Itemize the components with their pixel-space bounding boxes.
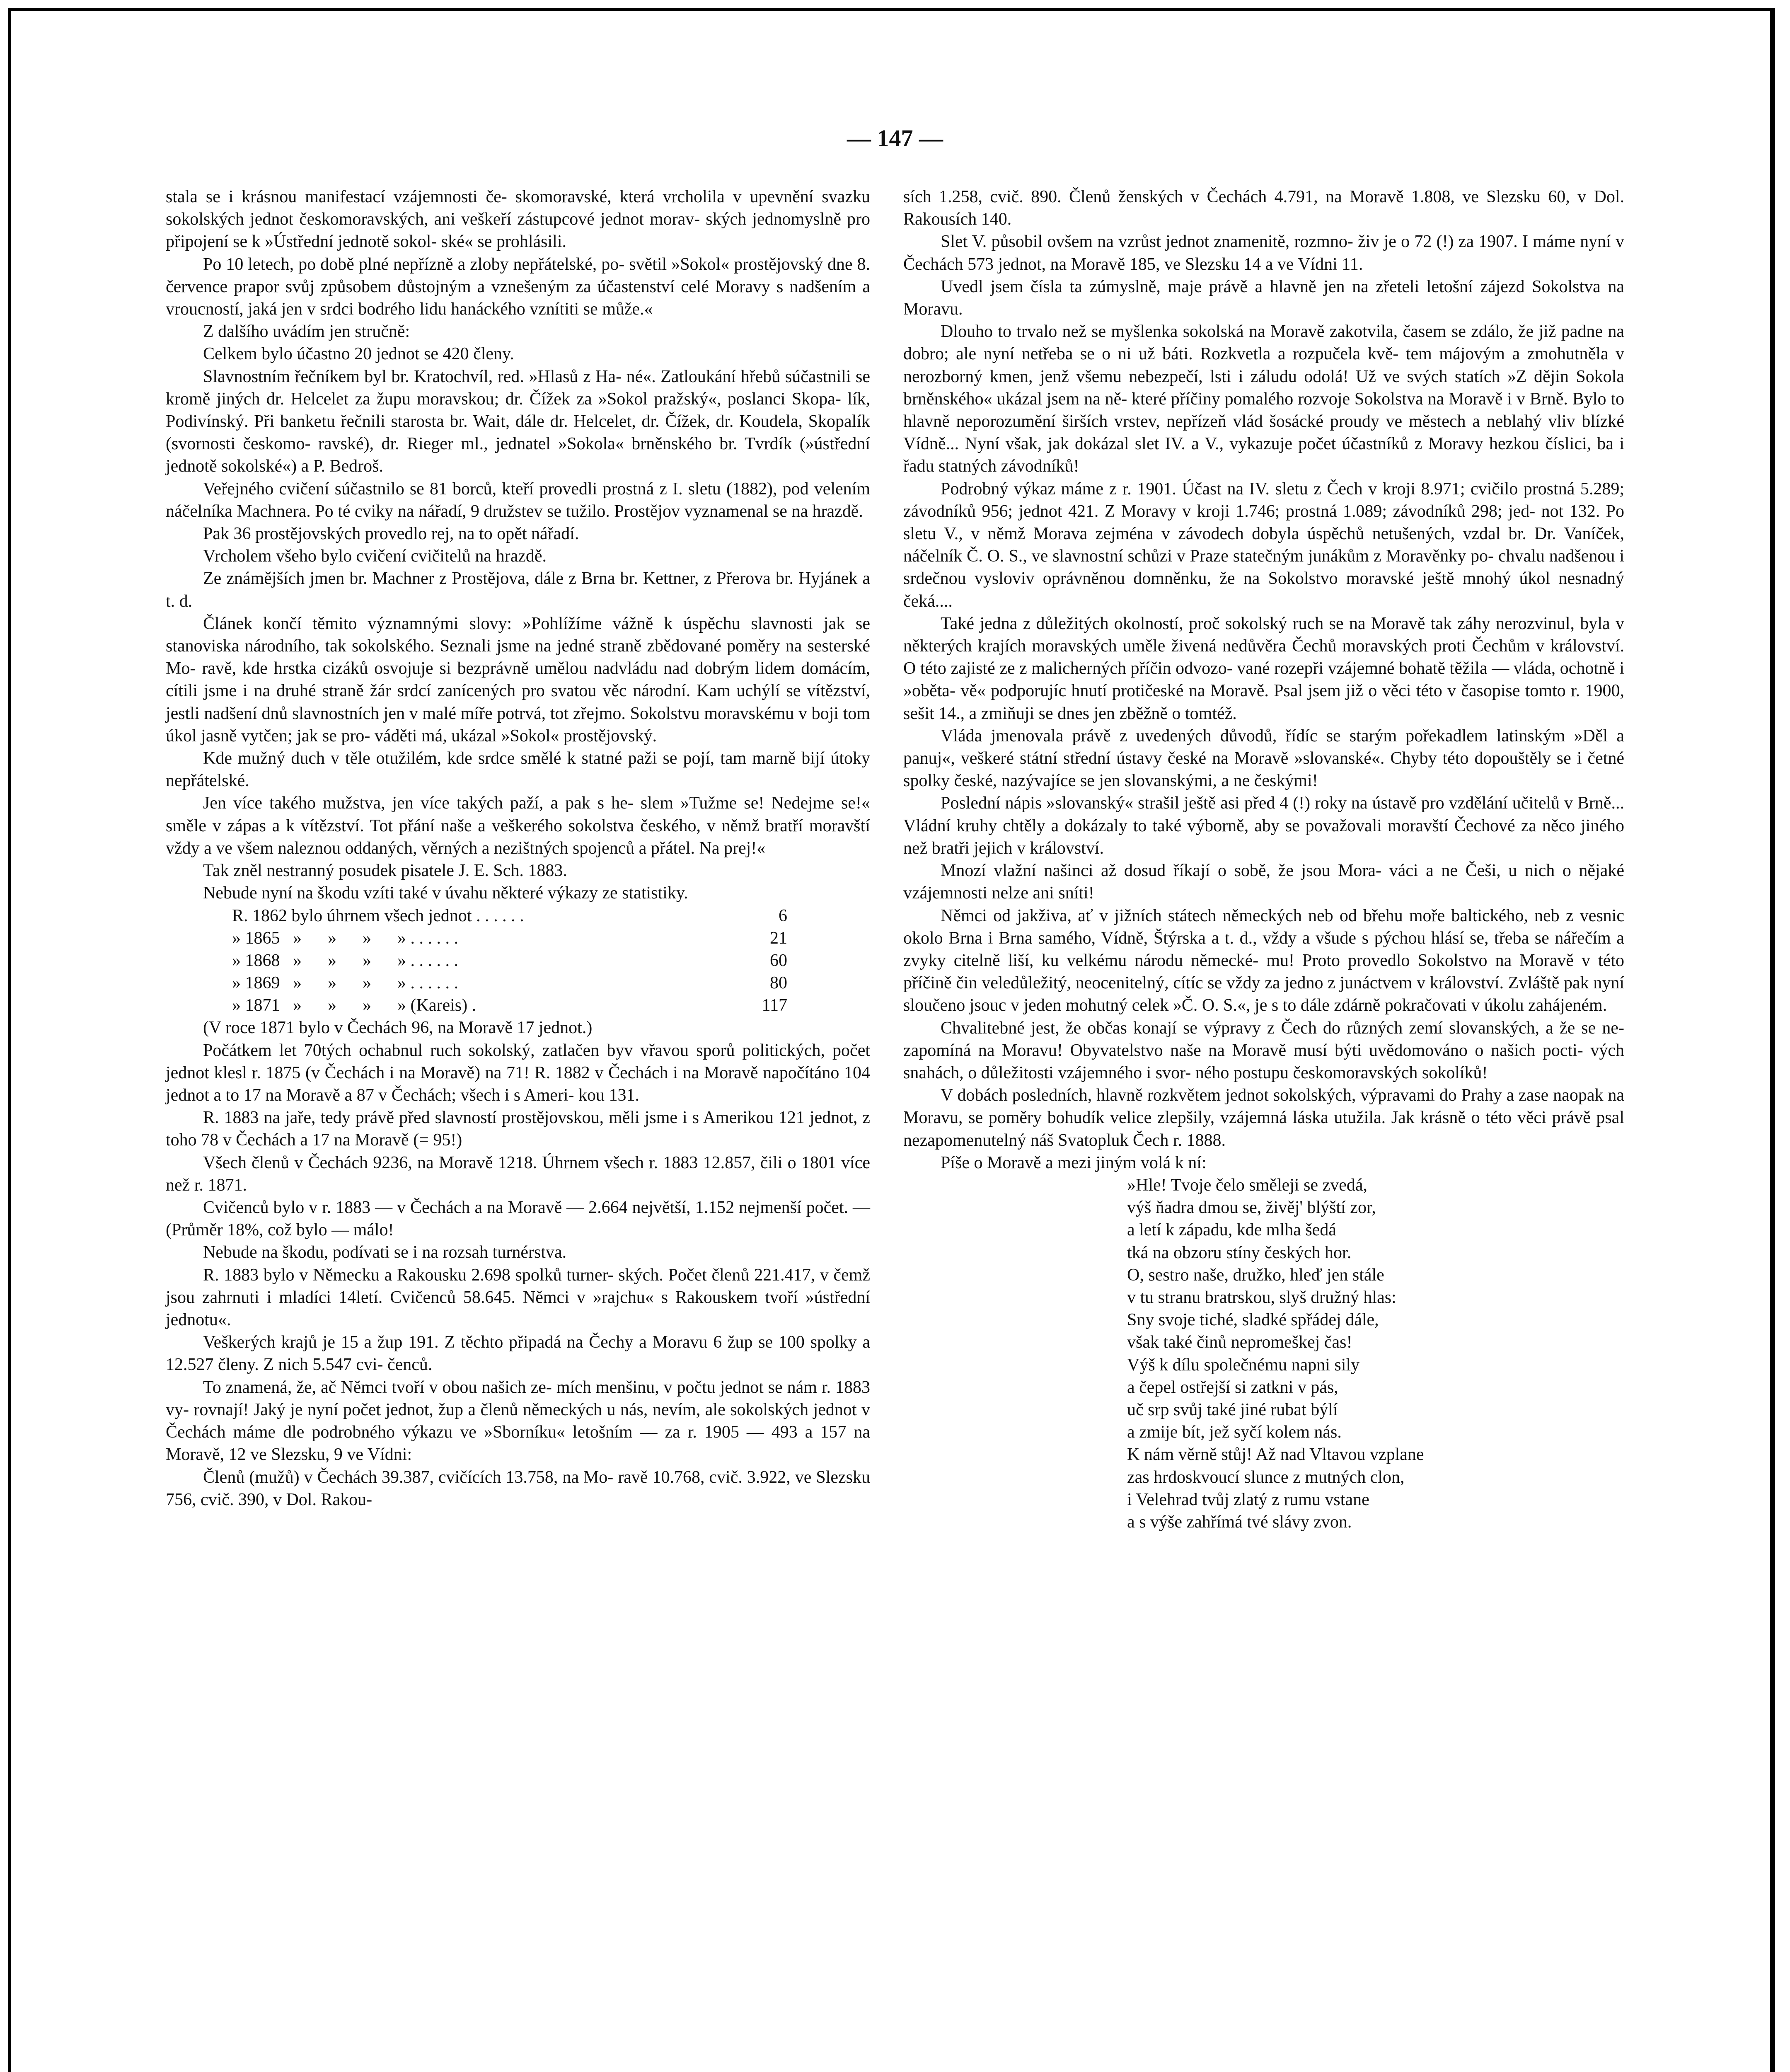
poem (1127, 1174, 1624, 1533)
poem-line: i Velehrad tvůj zlatý z rumu vstane (1127, 1490, 1369, 1509)
paragraph: Článek končí těmito významnými slovy: »Pohlížíme vážně k úspěchu slavnosti jak se stanoviska národního, tak sokolského. Seznali jsme na jedné straně zbědované poměry na sesterské Mo- ravě, kde hrstka cizáků osvojuje si bezprávně umělou nadvládu nad dobrým lidem domácím, cítili jsme i na druhé straně žár srdcí zanícených pro svatou věc národní. Kam uchýlí se vítězství, jestli nadšení dnů slavnostních jen v malé míře potrvá, tot zřejmo. Sokolstvu moravskému v boji tom úkol jasně vytčen; jak se pro- váděti má, ukázal »Sokol« prostějovský. (166, 614, 870, 746)
poem-line: Sny svoje tiché, sladké spřádej dále, (1127, 1310, 1379, 1330)
statistic-value: 60 (770, 951, 787, 970)
paragraph: Němci od jakživa, ať v jižních státech německých neb od břehu moře baltického, neb z vesnic okolo Brna i Brna samého, Vídně, Štýrska a t. d., vždy a všude s pýchou hlásí se, třeba se nářečím a zvyky citelně liší, ku velkému národu německé- mu! Proto provedlo Sokolstvo na Moravě v této příčině čin veledůležitý, neocenitelný, cítíc se vždy za jedno z junáctvem v království. Zvláště pak nyní sloučeno jsouc v jeden mohutný celek »Č. O. S.«, je s to dále zdárně pokračovati v úkolu zahájeném. (903, 906, 1624, 1015)
statistic-label: » 1868 » » » » . . . . . . (232, 951, 458, 970)
statistic-label: » 1865 » » » » . . . . . . (232, 928, 458, 948)
statistic-row (166, 994, 870, 1017)
statistic-value: 6 (779, 906, 787, 925)
left-column-text-2 (166, 1017, 870, 1510)
paragraph: sích 1.258, cvič. 890. Členů ženských v Čechách 4.791, na Moravě 1.808, ve Slezsku 60, v Dol. Rakousích 140. (903, 187, 1624, 229)
paragraph: Všech členů v Čechách 9236, na Moravě 1218. Úhrnem všech r. 1883 12.857, čili o 1801 více než r. 1871. (166, 1153, 870, 1195)
statistic-row (166, 949, 870, 972)
statistic-value: 117 (762, 996, 787, 1015)
paragraph: Veřejného cvičení súčastnilo se 81 borců, kteří provedli prostná z I. sletu (1882), pod velením náčelníka Machnera. Po té cviky na nářadí, 9 družstev se tužilo. Prostějov vyznamenal se na hrazdě. (166, 479, 870, 521)
paragraph: Jen více takého mužstva, jen více takých paží, a pak s he- slem »Tužme se! Nedejme se!« směle v zápas a k vítězství. Tot přání naše a veškerého sokolstva českého, v němž bratří moravští vždy a ve všem naleznou oddaných, věrných a nezištných spojenců a přátel. Na prej!« (166, 794, 870, 858)
paragraph: Pak 36 prostějovských provedlo rej, na to opět nářadí. (203, 524, 579, 544)
poem-line: uč srp svůj také jiné rubat býlí (1127, 1400, 1338, 1419)
poem-line: v tu stranu bratrskou, slyš družný hlas: (1127, 1288, 1396, 1307)
poem-line: O, sestro naše, družko, hleď jen stále (1127, 1265, 1384, 1285)
paragraph: Vláda jmenovala právě z uvedených důvodů, řídíc se starým pořekadlem latinským »Děl a panuj«, veškeré státní střední ústavy české na Moravě »slovanské«. Chyby této dopouštěly se i četné spolky české, nazývajíce se jen slovanskými, a ne českými! (903, 726, 1624, 791)
paragraph: Po 10 letech, po době plné nepřízně a zloby nepřátelské, po- světil »Sokol« prostějovský dne 8. července prapor svůj způsobem důstojným a vznešeným za účastenství celé Moravy s nadšením a vroucností, jaká jen v srdci bodrého lidu hanáckého vznítiti se může.« (166, 254, 870, 319)
paragraph: Chvalitebné jest, že občas konají se výpravy z Čech do různých zemí slovanských, a že se ne- zapomíná na Moravu! Obyvatelstvo naše na Moravě musí býti uvědomováno o našich pocti- vých snahách, o důležitosti vzájemného i svor- ného postupu českomoravských sokolíků! (903, 1018, 1624, 1082)
poem-line: Výš k dílu společnému napni sily (1127, 1355, 1360, 1375)
paragraph: Ze známějších jmen br. Machner z Prostějova, dále z Brna br. Kettner, z Přerova br. Hyjánek a t. d. (166, 569, 870, 611)
paragraph: Slet V. působil ovšem na vzrůst jednot znamenitě, rozmno- živ je o 72 (!) za 1907. I máme nyní v Čechách 573 jednot, na Moravě 185, ve Slezsku 14 a ve Vídni 11. (903, 232, 1624, 274)
poem-line: a zmije bít, jež syčí kolem nás. (1127, 1423, 1342, 1442)
paragraph: Podrobný výkaz máme z r. 1901. Účast na IV. sletu z Čech v kroji 8.971; cvičilo prostná 5.289; závodníků 956; jednot 421. Z Moravy v kroji 1.746; prostná 1.089; závodníků 298; jed- not 132. Po sletu V., v němž Morava zejména v závodech dobyla úspěchů netušených, vzdal br. Dr. Vaníček, náčelník Č. O. S., ve slavnostní schůzi v Praze statečným junákům z Moravěnky po- chvalu nadšenou i srdečnou vysloviv oprávněnou domněnku, že na Sokolstvo moravské ještě mnohý úkol nesnadný čeká.... (903, 479, 1624, 611)
poem-line: však také činů nepromeškej čas! (1127, 1333, 1352, 1352)
paragraph: Mnozí vlažní našinci až dosud říkají o sobě, že jsou Mora- váci a ne Češi, u nich o nějaké vzájemnosti nelze ani sníti! (903, 861, 1624, 903)
paragraph: Poslední nápis »slovanský« strašil ještě asi před 4 (!) roky na ústavě pro vzdělání učitelů v Brně... Vládní kruhy chtěly a dokázaly to také výborně, aby se považovali moravští Čechové za něco jiného než bratři jejich v království. (903, 794, 1624, 858)
paragraph: R. 1883 bylo v Německu a Rakousku 2.698 spolků turner- ských. Počet členů 221.417, v čemž jsou zahrnuti i mladíci 14letí. Cvičenců 58.645. Němci v »rajchu« s Rakouskem tvoří »ústřední jednotu«. (166, 1265, 870, 1330)
paragraph: Vrcholem všeho bylo cvičení cvičitelů na hrazdě. (203, 547, 547, 566)
paragraph: Slavnostním řečníkem byl br. Kratochvíl, red. »Hlasů z Ha- né«. Zatloukání hřebů súčastnili se kromě jiných dr. Helcelet za župu moravskou; dr. Čížek za »Sokol pražský«, poslanci Skopa- lík, Podivínský. Při banketu řečnili starosta br. Wait, dále dr. Helcelet, dr. Čížek, dr. Koudela, Skopalík (svornosti českomo- ravské), dr. Rieger ml., jednatel »Sokola« brněnského br. Tvrdík (»ústřední jednotě sokolské«) a P. Bedroš. (166, 367, 870, 476)
poem-line: zas hrdoskvoucí slunce z mutných clon, (1127, 1467, 1405, 1487)
paragraph: Uvedl jsem čísla ta zúmyslně, maje právě a hlavně jen na zřeteli letošní zájezd Sokolstva na Moravu. (903, 277, 1624, 319)
poem-line: »Hle! Tvoje čelo směleji se zvedá, (1127, 1175, 1368, 1195)
poem-line: a s výše zahřímá tvé slávy zvon. (1127, 1512, 1352, 1532)
poem-line: K nám věrně stůj! Až nad Vltavou vzplane (1127, 1445, 1424, 1464)
right-column (903, 186, 1624, 1533)
paragraph: (V roce 1871 bylo v Čechách 96, na Moravě 17 jednot.) (203, 1018, 593, 1038)
paragraph: Kde mužný duch v těle otužilém, kde srdce smělé k statné paži se pojí, tam marně bijí útoky nepřátelské. (166, 749, 870, 791)
left-column (166, 186, 870, 1511)
statistic-row (166, 905, 870, 927)
paragraph: Celkem bylo účastno 20 jednot se 420 členy. (203, 344, 514, 364)
paragraph: Počátkem let 70tých ochabnul ruch sokolský, zatlačen byv vřavou sporů politických, počet jednot klesl r. 1875 (v Čechách i na Moravě) na 71! R. 1882 v Čechách i na Moravě napočítáno 104 jednot a to 17 na Moravě a 87 v Čechách; všech i s Ameri- kou 131. (166, 1041, 870, 1105)
paragraph: Členů (mužů) v Čechách 39.387, cvičících 13.758, na Mo- ravě 10.768, cvič. 3.922, ve Slezsku 756, cvič. 390, v Dol. Rakou- (166, 1467, 870, 1509)
statistic-label: » 1869 » » » » . . . . . . (232, 973, 458, 993)
paragraph: To znamená, že, ač Němci tvoří v obou našich ze- mích menšinu, v počtu jednot se nám r. 1883 vy- rovnají! Jaký je nyní počet jednot, žup a členů německých u nás, nevím, ale sokolských jednot v Čechách máme dle podrobného výkazu ve »Sborníku« letošním — za r. 1905 — 493 a 157 na Moravě, 12 ve Slezsku, 9 ve Vídni: (166, 1377, 870, 1464)
statistics-list (166, 905, 870, 1017)
paragraph: Cvičenců bylo v r. 1883 — v Čechách a na Moravě — 2.664 největší, 1.152 nejmenší počet. — (Průměr 18%, což bylo — málo! (166, 1198, 870, 1240)
paragraph: Tak zněl nestranný posudek pisatele J. E. Sch. 1883. (203, 861, 567, 881)
paragraph: R. 1883 na jaře, tedy právě před slavností prostějovskou, měli jsme i s Amerikou 121 jednot, z toho 78 v Čechách a 17 na Moravě (= 95!) (166, 1108, 870, 1150)
page-number: — 147 — (847, 125, 943, 152)
paragraph: Z dalšího uvádím jen stručně: (203, 322, 410, 341)
paragraph: Píše o Moravě a mezi jiným volá k ní: (941, 1153, 1207, 1172)
statistic-row (166, 927, 870, 949)
paragraph: stala se i krásnou manifestací vzájemnosti če- skomoravské, která vrcholila v upevnění svazku sokolských jednot českomoravských, ani veškeří zástupcové jednot morav- ských jednomyslně pro připojení se k »Ústřední jednotě sokol- ské« se prohlásili. (166, 187, 870, 252)
paragraph: Dlouho to trvalo než se myšlenka sokolská na Moravě zakotvila, časem se zdálo, že již padne na dobro; ale nyní netřeba se o ni už báti. Rozkvetla a rozpučela kvě- tem májovým a zmohutněla v nerozborný kmen, jenž všemu nebezpečí, lsti i záludu odolá! Už ve svých statích »Z dějin Sokola brněnského« ukázal jsem na ně- které příčiny pomalého rozvoje Sokolstva na Moravě i v Brně. Bylo to hlavně neporozumění širších vrstev, nepřízeň vlád šosácké proudy ve městech a neblahý vliv blízké Vídně... Nyní však, jak dokázal slet IV. a V., vykazuje počet účastníků z Moravy hezkou číslici, ba i řadu statných závodníků! (903, 322, 1624, 476)
poem-line: a letí k západu, kde mlha šedá (1127, 1220, 1336, 1240)
paragraph: V dobách posledních, hlavně rozkvětem jednot sokolských, výpravami do Prahy a zase naopak na Moravu, se poměry bohudík velice zlepšily, vzájemná láska utužila. Jak krásně o této věci právě psal nezapomenutelný náš Svatopluk Čech r. 1888. (903, 1086, 1624, 1150)
statistic-label: » 1871 » » » » (Kareis) . (232, 996, 477, 1015)
statistic-label: R. 1862 bylo úhrnem všech jednot . . . . . . (232, 906, 524, 925)
statistic-value: 80 (770, 973, 787, 993)
poem-line: výš ňadra dmou se, živěj' blýští zor, (1127, 1198, 1376, 1218)
right-column-text (903, 186, 1624, 1174)
paragraph: Veškerých krajů je 15 a žup 191. Z těchto připadá na Čechy a Moravu 6 žup se 100 spolky a 12.527 členy. Z nich 5.547 cvi- čenců. (166, 1333, 870, 1375)
poem-line: tká na obzoru stíny českých hor. (1127, 1243, 1352, 1262)
statistic-row (166, 972, 870, 994)
left-column-text-1 (166, 186, 870, 905)
poem-line: a čepel ostřejší si zatkni v pás, (1127, 1377, 1338, 1397)
paragraph: Nebude na škodu, podívati se i na rozsah turnérstva. (203, 1243, 567, 1262)
paragraph: Také jedna z důležitých okolností, proč sokolský ruch se na Moravě tak záhy nerozvinul, byla v některých krajích moravských uměle živená nedůvěra Čechů moravských proti Čechům v království. O této zajisté ze z malicherných příčin odvozo- vané rozepři vzájemné bohatě těžila — vláda, ochotně i »oběta- vě« podporujíc hnutí protičeské na Moravě. Psal jsem již o věci této v časopise tomto r. 1900, sešit 14., a zmiňuji se dnes jen zběžně o tomtéž. (903, 614, 1624, 723)
statistic-value: 21 (770, 928, 787, 948)
paragraph: Nebude nyní na škodu vzíti také v úvahu některé výkazy ze statistiky. (203, 884, 688, 903)
